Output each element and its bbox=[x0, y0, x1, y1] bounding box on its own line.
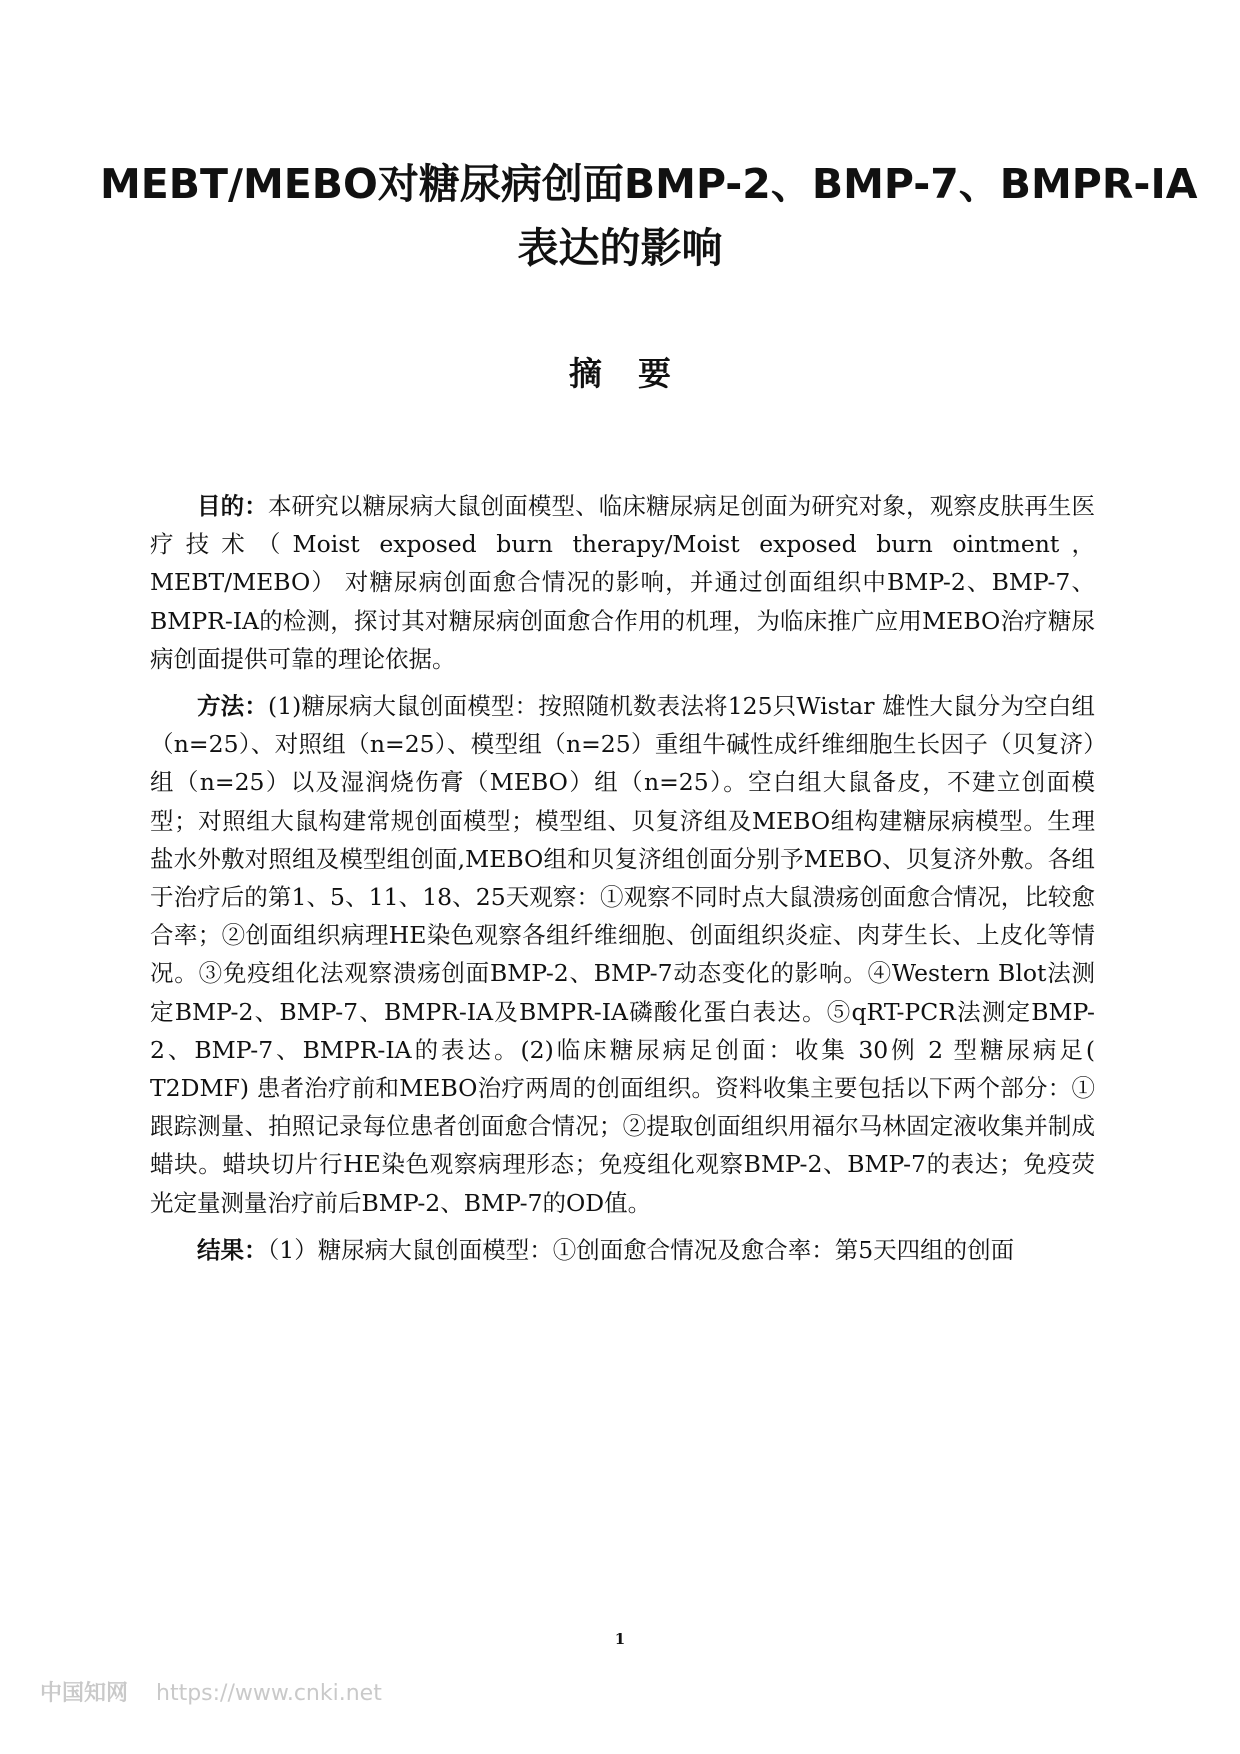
abstract-heading: 摘要 bbox=[569, 354, 707, 393]
paragraph-lead: 目的： bbox=[197, 492, 268, 520]
abstract-body bbox=[150, 487, 1095, 1278]
paragraph-lead: 方法： bbox=[197, 692, 269, 721]
page-number: 1 bbox=[614, 1630, 626, 1648]
paragraph-lead: 结果： bbox=[197, 1235, 268, 1264]
paragraph-methods bbox=[150, 687, 1095, 1222]
cnki-watermark bbox=[40, 1676, 382, 1707]
paragraph-text: （1）糖尿病大鼠创面模型：①创面愈合情况及愈合率：第5天四组的创面 bbox=[267, 1235, 1015, 1264]
paragraph-text: (1)糖尿病大鼠创面模型：按照随机数表法将125只Wistar 雄性大鼠分为空白组（n=25）、对照组（n=25）、模型组（n=25）重组牛碱性成纤维细胞生长因子（贝复济）组（n=25）以及湿润烧伤膏（MEBO）组（n=25）。空白组大鼠备皮，不建立创面模型；对照组大鼠构建常规创面模型；模型组、贝复济组及MEBO组构建糖尿病模型。生理盐水外敷对照组及模型组创面,MEBO组和贝复济组创面分别予MEBO、贝复济外敷。各组于治疗后的第1、5、11、18、25天观察：①观察不同时点大鼠溃疡创面愈合情况，比较愈合率；②创面组织病理HE染色观察各组纤维细胞、创面组织炎症、肉芽生长、上皮化等情况。③免疫组化法观察溃疡创面BMP-2、BMP-7动态变化的影响。④Western Blot法测定BMP-2、BMP-7、BMPR-IA及BMPR-IA磷酸化蛋白表达。⑤qRT-PCR法测定BMP-2、BMP-7、BMPR-IA的表达。(2)临床糖尿病足创面：收集 30例 2 型糖尿病足( T2DMF) 患者治疗前和MEBO治疗两周的创面组织。资料收集主要包括以下两个部分：①跟踪测量、拍照记录每位患者创面愈合情况；②提取创面组织用福尔马林固定液收集并制成蜡块。蜡块切片行HE染色观察病理形态；免疫组化观察BMP-2、BMP-7的表达；免疫荧光定量测量治疗前后BMP-2、BMP-7的OD值。 bbox=[150, 692, 1096, 1217]
title-line-1: MEBT/MEBO对糖尿病创面BMP-2、BMP-7、BMPR-IA bbox=[100, 160, 1198, 208]
paragraph-text: 本研究以糖尿病大鼠创面模型、临床糖尿病足创面为研究对象，观察皮肤再生医疗技术（Moist exposed burn therapy/Moist exposed burn ointment，MEBT/MEBO） 对糖尿病创面愈合情况的影响，并通过创面组织中BMP-2、BMP-7、BMPR-IA的检测，探讨其对糖尿病创面愈合作用的机理，为临床推广应用MEBO治疗糖尿病创面提供可靠的理论依据。 bbox=[150, 492, 1095, 673]
watermark-url: https://www.cnki.net bbox=[156, 1681, 382, 1706]
paragraph-objective bbox=[150, 487, 1095, 678]
paper-title bbox=[100, 152, 1198, 280]
watermark-brand: 中国知网 bbox=[40, 1681, 129, 1706]
paragraph-results bbox=[150, 1231, 1095, 1269]
title-line-2: 表达的影响 bbox=[517, 224, 723, 272]
